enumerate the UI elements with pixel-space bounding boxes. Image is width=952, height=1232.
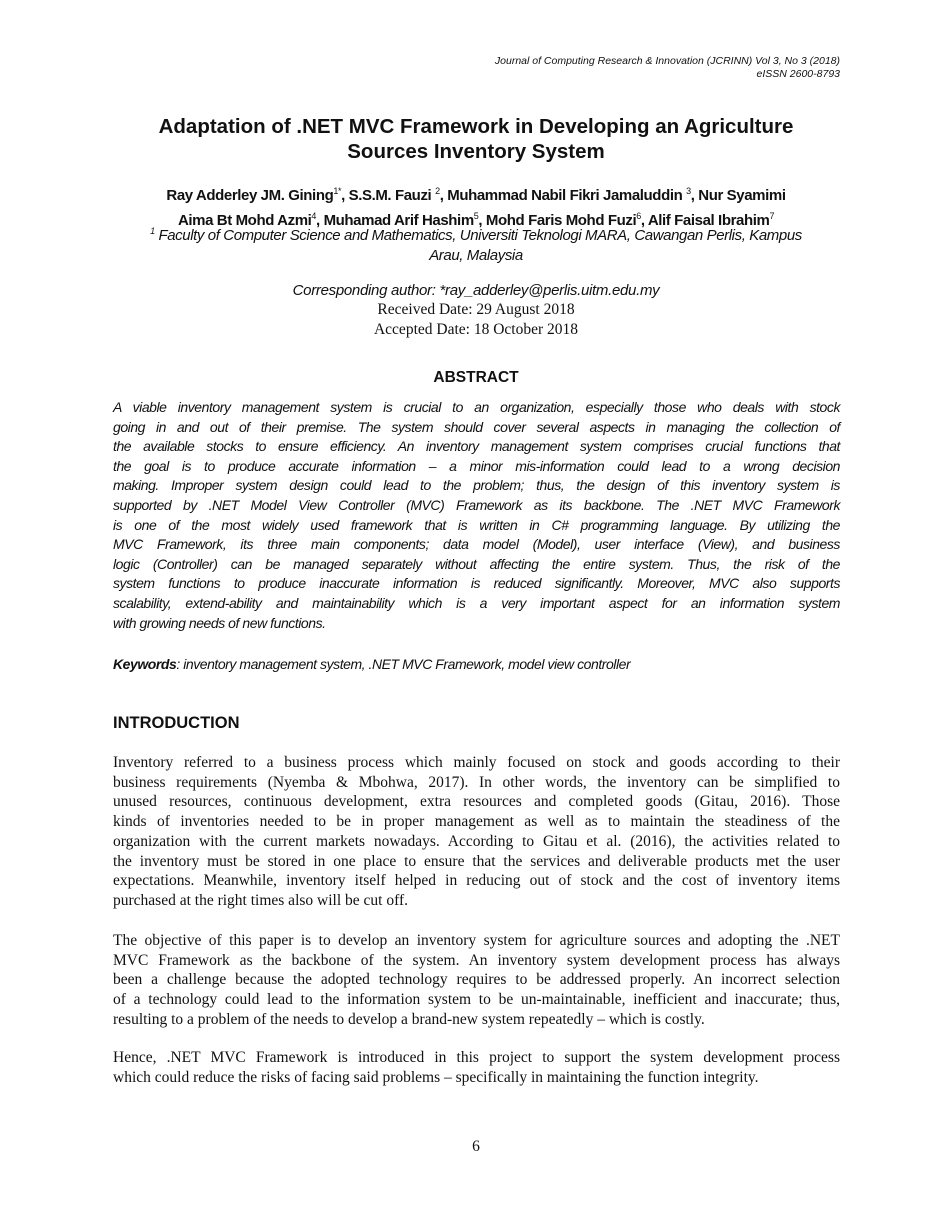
title-line: Adaptation of .NET MVC Framework in Developing an Agriculture (158, 115, 794, 138)
author-sup: 2 (435, 186, 440, 196)
text-line: MVC Framework, its three main components; data model (Model), user interface (View), and business (113, 536, 840, 553)
author-sup: 5 (473, 211, 479, 221)
affiliation-line: Faculty of Computer Science and Mathematics, Universiti Teknologi MARA, Cawangan Perlis, Kampus (154, 227, 802, 244)
keywords-text: : inventory management system, .NET MVC Framework, model view controller (176, 656, 631, 672)
received-date: Received Date: 29 August 2018 (377, 301, 575, 318)
text-line: which could reduce the risks of facing said problems – specifically in maintaining the function integrity. (113, 1068, 759, 1086)
paragraph-2 (113, 931, 840, 1030)
text-line: the goal is to produce accurate information – a minor mis-information could lead to a wrong decision (113, 457, 840, 474)
author-sup: 1* (333, 186, 342, 196)
affiliation (105, 221, 847, 266)
affiliation-sup: 1 (150, 226, 155, 236)
text-line: the available stocks to ensure efficiency. An inventory management system comprises crucial functions that (113, 438, 840, 455)
text-line: MVC Framework as the backbone of the system. An inventory system development process has always (113, 951, 840, 969)
text-line: purchased at the right times also will be cut off. (113, 891, 408, 909)
author: , Muhamad Arif Hashim (316, 212, 474, 229)
title-line: Sources Inventory System (347, 140, 605, 163)
author: , Alif Faisal Ibrahim (640, 212, 770, 229)
text-line: supported by .NET Model View Controller (MVC) Framework as its backbone. The .NET MVC Framework (113, 496, 840, 513)
text-line: organization with the current markets nowadays. According to Gitau et al. (2016), the activities related to (113, 832, 840, 850)
text-line: going in and out of their premise. The system should cover several aspects in managing the collection of (113, 418, 840, 435)
text-line: scalability, extend-ability and maintainability which is a very important aspect for an information system (113, 594, 840, 611)
author: , Muhammad Nabil Fikri Jamaluddin (439, 187, 687, 204)
keywords (113, 654, 630, 674)
author-sup: 6 (636, 211, 641, 221)
text-line: A viable inventory management system is crucial to an organization, especially those who deals with stock (113, 399, 840, 415)
text-line: unused resources, continuous development, extra resources and completed goods (Gitau, 2016). Those (113, 793, 840, 811)
text-line: making. Improper system design could lead to the problem; thus, the design of this inventory system is (113, 477, 840, 494)
text-line: Hence, .NET MVC Framework is introduced in this project to support the system development process (113, 1049, 840, 1066)
author: , Mohd Faris Mohd Fuzi (478, 212, 637, 229)
text-line: of a technology could lead to the information system to be un-maintainable, inefficient and inaccurate; thus, (113, 991, 840, 1009)
text-line: is one of the most widely used framework that is written in C# programming language. By utilizing the (113, 516, 840, 533)
text-line: logic (Controller) can be managed separately without affecting the entire system. Thus, the risk of the (113, 555, 840, 572)
paper-title (100, 114, 852, 164)
paragraph-3 (113, 1048, 840, 1087)
corresponding-author: Corresponding author: *ray_adderley@perlis.uitm.edu.my (292, 282, 660, 299)
author: , S.S.M. Fauzi (341, 187, 436, 204)
running-header (495, 55, 840, 81)
text-line: been a challenge because the adopted technology requires to be addressed properly. An incorrect selection (113, 971, 840, 989)
text-line: kinds of inventories needed to be in proper management as well as to maintain the steadiness of the (113, 813, 840, 831)
page-number: 6 (472, 1138, 480, 1155)
text-line: system functions to produce inaccurate information is reduced significantly. Moreover, MVC also supports (113, 575, 840, 592)
text-line: The objective of this paper is to develop an inventory system for agriculture sources and adopting the .NET (113, 932, 840, 949)
abstract-body (113, 398, 840, 633)
author: Ray Adderley JM. Gining (166, 187, 334, 204)
keywords-label: Keywords (113, 656, 177, 672)
abstract-heading: ABSTRACT (433, 369, 519, 386)
text-line: with growing needs of new functions. (113, 614, 326, 631)
author-sup: 4 (311, 211, 317, 221)
author: , Nur Syamimi (690, 187, 786, 204)
text-line: Inventory referred to a business process which mainly focused on stock and goods according to their (113, 754, 840, 771)
introduction-heading: INTRODUCTION (113, 714, 240, 732)
text-line: the inventory must be stored in one place to ensure that the services and deliverable products met the user (113, 852, 840, 870)
journal-name: Journal of Computing Research & Innovation (JCRINN) Vol 3, No 3 (2018) (494, 55, 840, 67)
issn: eISSN 2600-8793 (756, 68, 840, 80)
author-sup: 7 (769, 211, 775, 221)
paragraph-1 (113, 753, 840, 911)
text-line: resulting to a problem of the needs to develop a brand-new system repeatedly – which is costly. (113, 1010, 705, 1028)
text-line: business requirements (Nyemba & Mbohwa, 2017). In other words, the inventory can be simplified to (113, 773, 840, 791)
author: Aima Bt Mohd Azmi (177, 212, 312, 229)
dates (0, 300, 952, 340)
affiliation-line: Arau, Malaysia (429, 247, 523, 264)
accepted-date: Accepted Date: 18 October 2018 (373, 321, 578, 338)
author-sup: 3 (686, 186, 691, 196)
text-line: expectations. Meanwhile, inventory itself helped in reducing out of stock and the cost of inventory items (113, 872, 840, 890)
